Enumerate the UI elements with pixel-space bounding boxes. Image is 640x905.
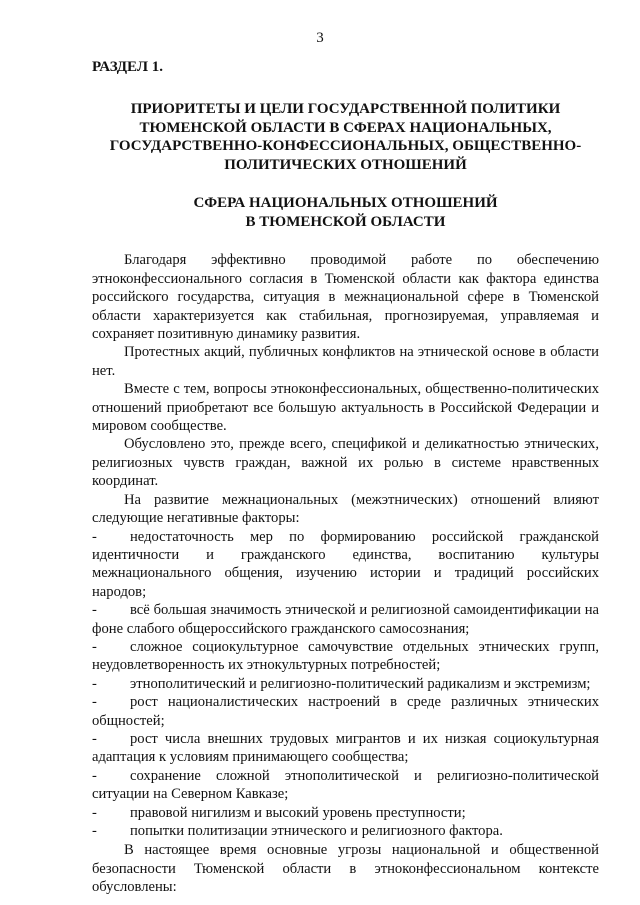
list-dash: - — [92, 638, 97, 655]
list-item-text: попытки политизации этнического и религиозного фактора. — [130, 823, 503, 839]
negative-factors-list — [92, 528, 599, 841]
section-label: РАЗДЕЛ 1. — [92, 59, 164, 75]
closing-paragraph: В настоящее время основные угрозы национальной и общественной безопасности Тюменской области в этноконфессиональном контексте обусловлены: — [92, 842, 599, 896]
list-dash: - — [92, 804, 97, 821]
list-item-text: сохранение сложной этнополитической и религиозно-политической ситуации на Северном Кавказе; — [92, 767, 599, 803]
list-dash: - — [92, 528, 97, 545]
list-item-text: недостаточность мер по формированию российской гражданской идентичности и гражданского единства, воспитанию культуры межнационального общения, изучению истории и традиций российских народов; — [92, 528, 599, 600]
list-item — [92, 804, 599, 822]
paragraph: На развитие межнациональных (межэтнических) отношений влияют следующие негативные факторы: — [92, 491, 599, 527]
list-item — [92, 675, 599, 693]
list-item-text: сложное социокультурное самочувствие отдельных этнических групп, неудовлетворенность их этнокультурных потребностей; — [92, 638, 599, 674]
list-item — [92, 767, 599, 804]
list-dash: - — [92, 675, 97, 692]
list-item-text: рост числа внешних трудовых мигрантов и их низкая социокультурная адаптация к условиям принимающего сообщества; — [92, 730, 599, 766]
list-dash: - — [92, 602, 97, 619]
list-item — [92, 822, 599, 840]
main-heading-line: ПРИОРИТЕТЫ И ЦЕЛИ ГОСУДАРСТВЕННОЙ ПОЛИТИКИ — [130, 101, 561, 118]
sub-heading-line: СФЕРА НАЦИОНАЛЬНЫХ ОТНОШЕНИЙ — [193, 195, 498, 212]
sub-heading — [92, 194, 599, 231]
main-heading — [92, 100, 599, 174]
page-number: 3 — [316, 30, 324, 46]
paragraph: Благодаря эффективно проводимой работе по обеспечению этноконфессионального согласия в Тюменской области как фактора единства российского государства, ситуация в межнациональной сфере в Тюменской области характеризуется как стабильная, прогнозируемая, управляемая и сохраняет позитивную динамику развития. — [92, 252, 599, 343]
list-dash: - — [92, 694, 97, 711]
sub-heading-line: В ТЮМЕНСКОЙ ОБЛАСТИ — [245, 213, 446, 230]
list-item — [92, 528, 599, 602]
list-item — [92, 638, 599, 675]
list-item-text: правовой нигилизм и высокий уровень преступности; — [130, 804, 466, 821]
list-item-text: всё большая значимость этнической и религиозной самоидентификации на фоне слабого общероссийского гражданского самосознания; — [92, 602, 599, 637]
list-dash: - — [92, 767, 97, 784]
list-item — [92, 693, 599, 730]
paragraph: Протестных акций, публичных конфликтов на этнической основе в области нет. — [92, 344, 599, 379]
document-body — [92, 58, 599, 897]
list-dash: - — [92, 730, 97, 747]
list-item-text: этнополитический и религиозно-политический радикализм и экстремизм; — [130, 675, 591, 692]
main-heading-line: ГОСУДАРСТВЕННО-КОНФЕССИОНАЛЬНЫХ, ОБЩЕСТВЕННО- — [109, 138, 582, 155]
main-heading-line: ТЮМЕНСКОЙ ОБЛАСТИ В СФЕРАХ НАЦИОНАЛЬНЫХ, — [139, 119, 552, 136]
list-item — [92, 601, 599, 638]
list-item — [92, 730, 599, 767]
main-heading-line: ПОЛИТИЧЕСКИХ ОТНОШЕНИЙ — [224, 156, 467, 173]
paragraph: Обусловлено это, прежде всего, спецификой и деликатностью этнических, религиозных чувств граждан, важной их ролью в системе нравственных координат. — [92, 436, 599, 490]
list-dash: - — [92, 823, 97, 839]
list-item-text: рост националистических настроений в среде различных этнических общностей; — [92, 694, 599, 729]
paragraph: Вместе с тем, вопросы этноконфессиональных, общественно-политических отношений приобретают все большую актуальность в Российской Федерации и мировом сообществе. — [92, 381, 599, 435]
